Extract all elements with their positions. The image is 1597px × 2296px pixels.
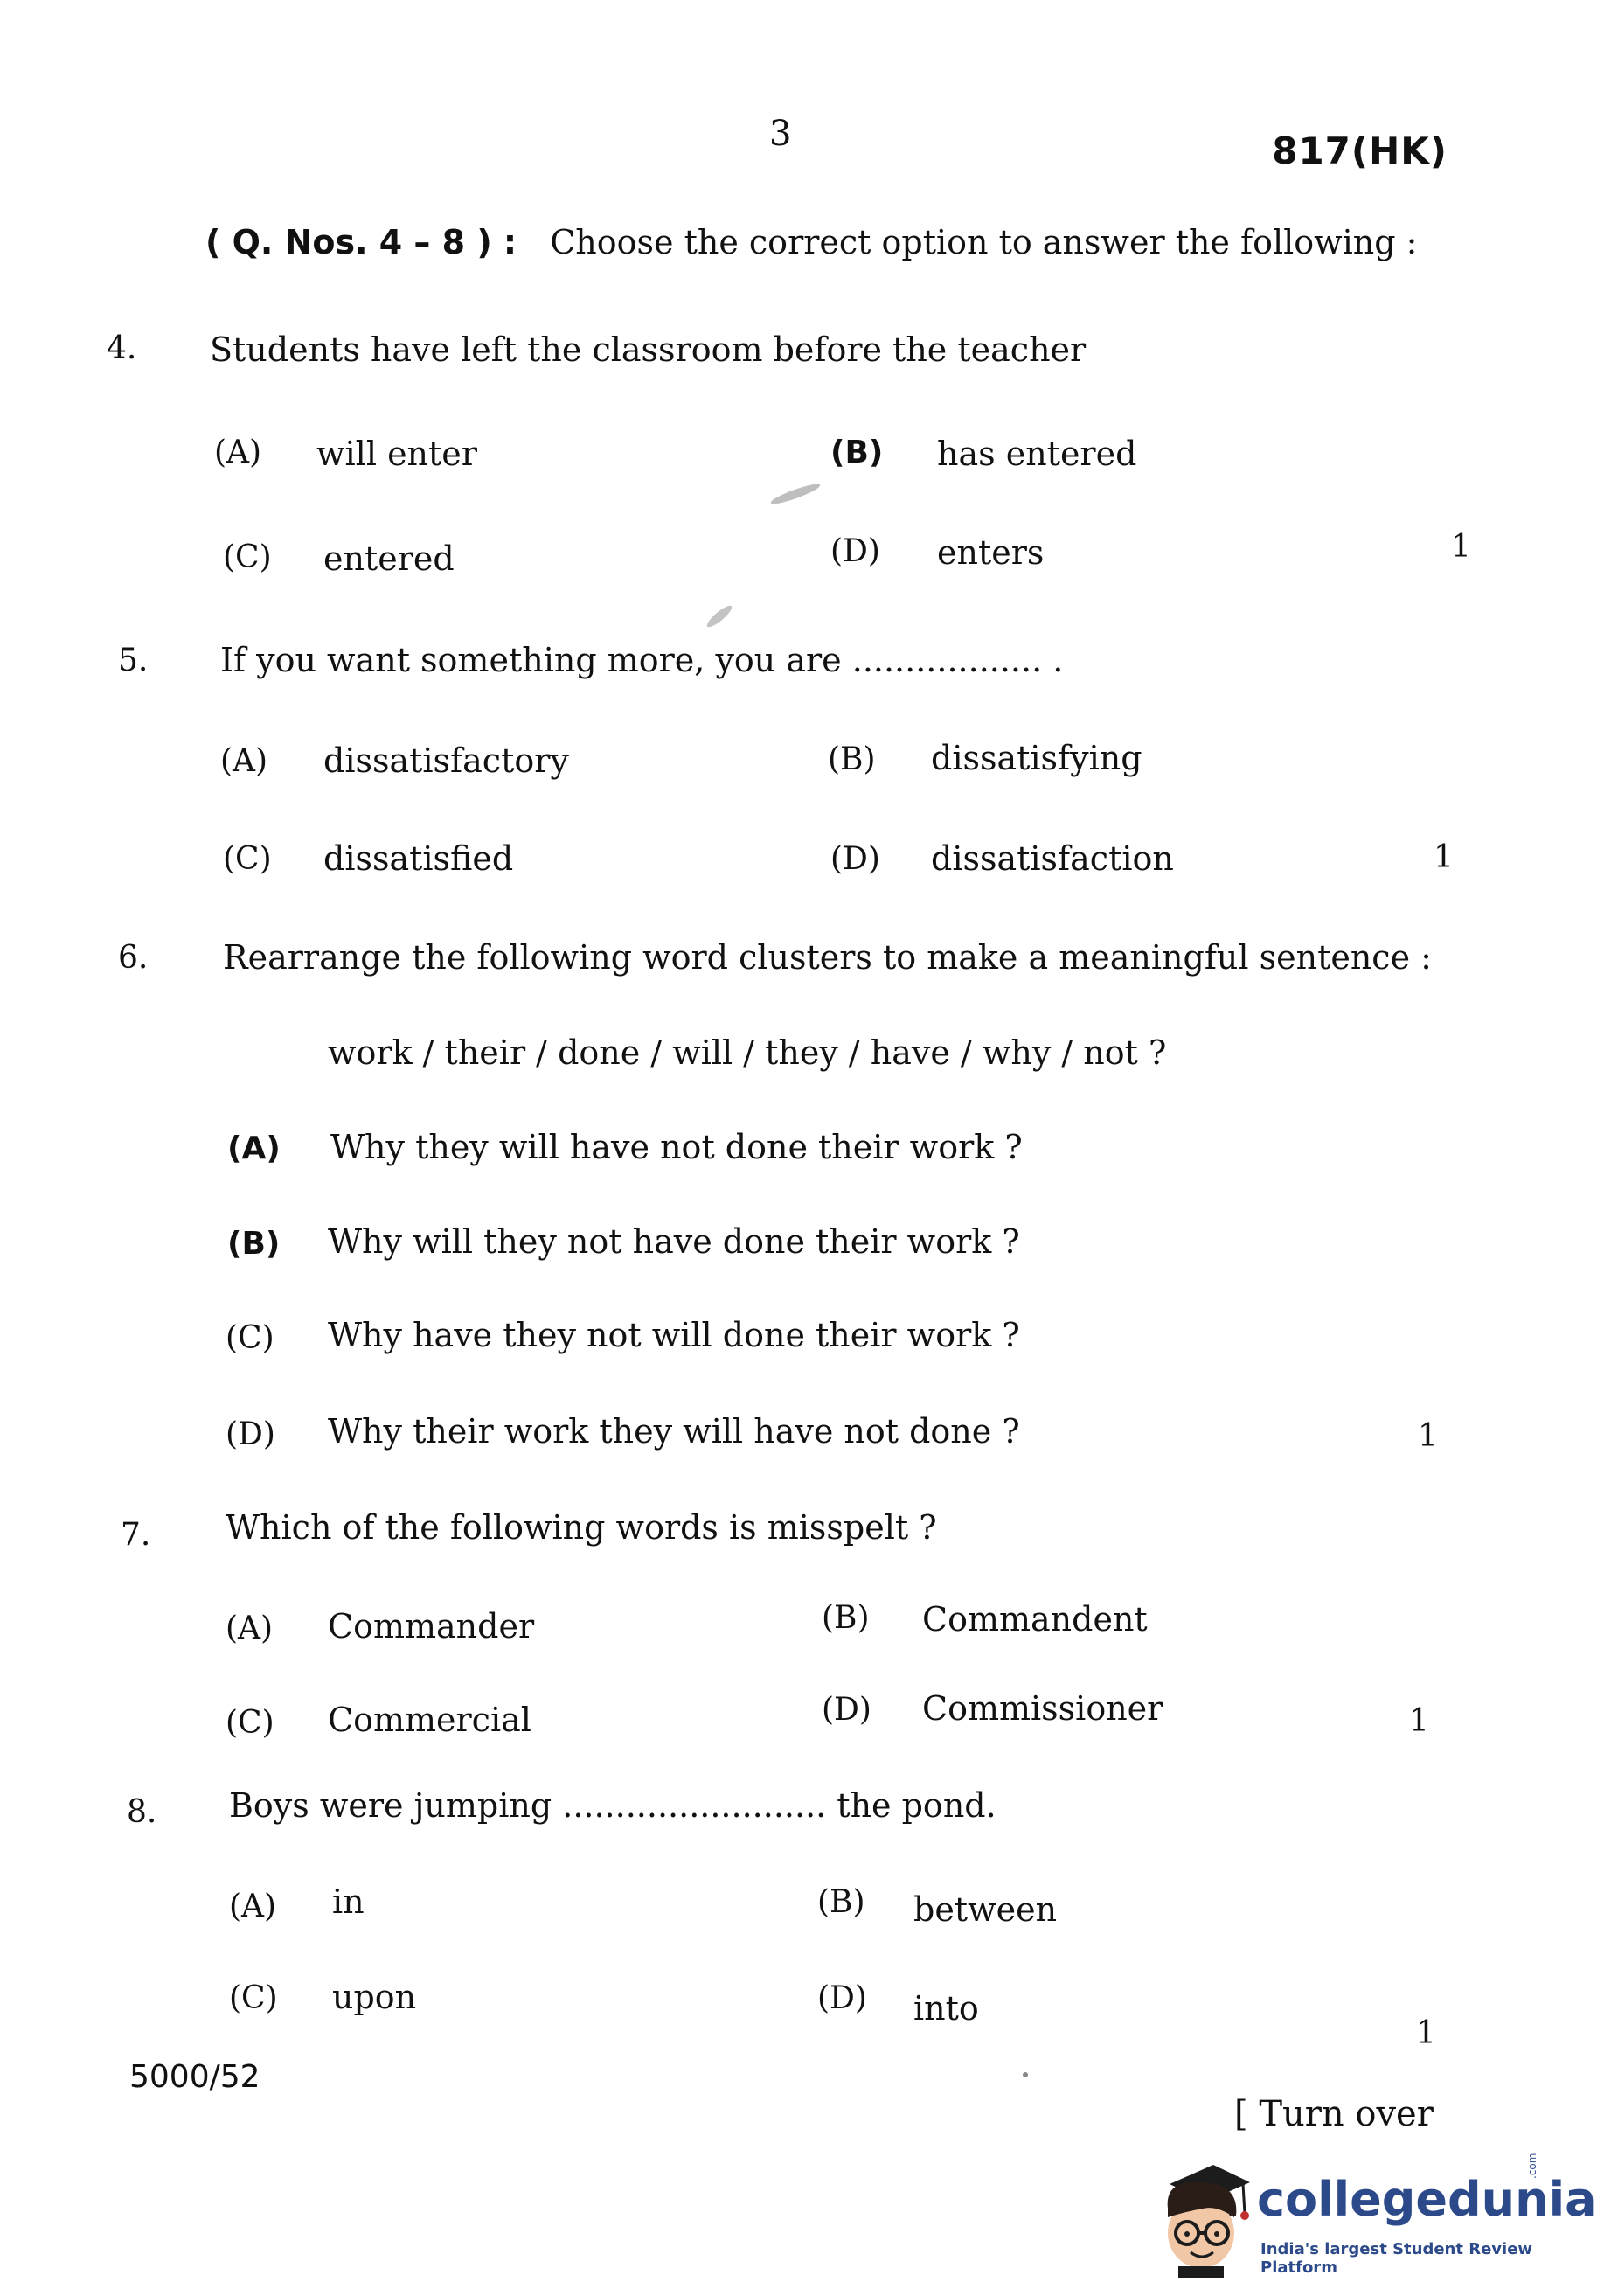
- scan-mark: [1023, 2072, 1028, 2077]
- option-text: between: [913, 1890, 1058, 1929]
- option-text: dissatisfaction: [931, 839, 1174, 878]
- instruction-text: Choose the correct option to answer the following :: [550, 223, 1418, 261]
- option-label: (B): [828, 741, 876, 777]
- question-text: Boys were jumping ......................... the pond.: [229, 1786, 996, 1825]
- option-text: dissatisfying: [931, 739, 1142, 777]
- option-label: (D): [817, 1980, 867, 2016]
- question-range: ( Q. Nos. 4 – 8 ) :: [205, 223, 517, 261]
- option-label: (B): [817, 1884, 865, 1920]
- brand-name: collegedunia: [1257, 2172, 1597, 2227]
- option-text: dissatisfactory: [323, 741, 569, 780]
- collegedunia-watermark: [1152, 2153, 1597, 2282]
- question-number: 6.: [118, 940, 149, 976]
- option-text: Why have they not will done their work ?: [328, 1316, 1020, 1354]
- question-text: Which of the following words is misspelt ?: [226, 1508, 937, 1547]
- mascot-logo-icon: [1152, 2160, 1253, 2278]
- brand-domain: .com: [1526, 2153, 1538, 2179]
- option-text: in: [332, 1882, 365, 1921]
- paper-code: 817(HK): [1272, 129, 1448, 172]
- option-label: (D): [830, 841, 880, 877]
- question-number: 5.: [118, 643, 149, 678]
- option-text: entered: [323, 539, 455, 578]
- marks: 1: [1416, 2015, 1436, 2051]
- question-number: 4.: [107, 330, 137, 366]
- option-label: (A): [220, 743, 268, 779]
- option-text: will enter: [316, 435, 477, 473]
- option-label: (B): [227, 1226, 281, 1262]
- option-text: has entered: [937, 435, 1137, 473]
- marks: 1: [1418, 1418, 1438, 1454]
- option-text: Why their work they will have not done ?: [328, 1412, 1020, 1451]
- option-label: (C): [229, 1980, 278, 2016]
- question-text: Rearrange the following word clusters to make a meaningful sentence :: [223, 938, 1432, 977]
- option-text: Commander: [328, 1607, 535, 1645]
- word-clusters: work / their / done / will / they / have / why / not ?: [328, 1033, 1167, 1072]
- scan-mark: [769, 481, 822, 507]
- option-label: (C): [226, 1705, 274, 1741]
- marks: 1: [1434, 839, 1454, 875]
- question-text: If you want something more, you are .................. .: [220, 641, 1064, 679]
- option-text: into: [913, 1989, 979, 2028]
- option-text: Why will they not have done their work ?: [328, 1222, 1020, 1261]
- question-number: 8.: [127, 1794, 157, 1830]
- section-instruction: [205, 223, 1418, 261]
- option-label: (C): [223, 539, 272, 575]
- option-label: (D): [822, 1692, 871, 1728]
- scan-mark: [705, 603, 734, 630]
- page-number: 3: [769, 114, 792, 154]
- option-label: (A): [229, 1889, 277, 1924]
- marks: 1: [1451, 529, 1471, 565]
- option-label: (D): [830, 533, 880, 569]
- option-text: enters: [937, 533, 1045, 572]
- option-text: dissatisfied: [323, 839, 514, 878]
- footer-code: 5000/52: [129, 2059, 260, 2095]
- question-number: 7.: [121, 1517, 151, 1553]
- option-label: (B): [822, 1600, 870, 1636]
- option-text: Why they will have not done their work ?: [330, 1128, 1023, 1166]
- option-label: (B): [830, 435, 884, 470]
- brand-tagline: India's largest Student Review Platform: [1260, 2240, 1533, 2277]
- option-text: Commandent: [922, 1600, 1148, 1639]
- option-label: (C): [226, 1320, 274, 1356]
- option-text: Commercial: [328, 1701, 531, 1739]
- option-label: (C): [223, 841, 272, 877]
- option-label: (A): [226, 1611, 274, 1646]
- turn-over-note: [ Turn over: [1234, 2094, 1434, 2134]
- option-label: (D): [226, 1416, 275, 1452]
- option-text: Commissioner: [922, 1689, 1163, 1728]
- option-label: (A): [227, 1131, 281, 1166]
- option-label: (A): [214, 435, 262, 470]
- option-text: upon: [332, 1978, 417, 2016]
- marks: 1: [1409, 1703, 1429, 1739]
- question-text: Students have left the classroom before the teacher: [210, 330, 1087, 369]
